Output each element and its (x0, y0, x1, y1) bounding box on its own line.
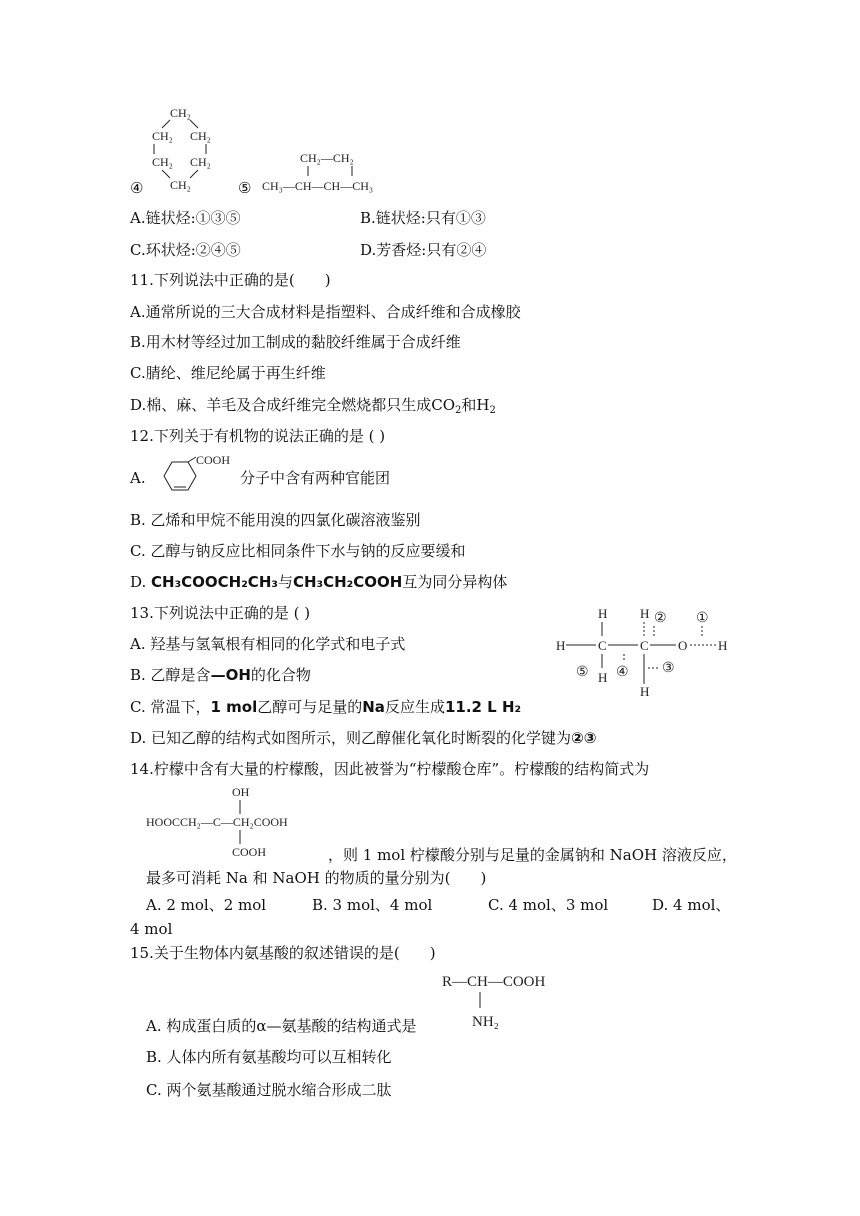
q14-stem: 14.柠檬中含有大量的柠檬酸，因此被誉为“柠檬酸仓库”。柠檬酸的结构简式为 (130, 760, 650, 778)
q13-option-c-text: C. 常温下， (130, 698, 211, 716)
q12-option-d-label: D. (130, 573, 152, 591)
q12-option-d-text: 互为同分异构体 (402, 573, 508, 591)
atom-h: H (556, 638, 566, 653)
q10-option-b: B.链状烃:只有①③ (360, 209, 486, 227)
bond-number-1: ① (696, 611, 709, 626)
atom-c: C (598, 638, 607, 653)
q14-option-d: D. 4 mol、 (652, 896, 731, 914)
sodium: Na (362, 698, 385, 716)
q12-option-d (130, 572, 507, 592)
q10-option-d: D.芳香烃:只有②④ (360, 241, 487, 259)
cooh-label: COOH (232, 845, 267, 859)
q10-option-c: C.环状烃:②④⑤ (130, 241, 241, 259)
q11-option-c: C.腈纶、维尼纶属于再生纤维 (130, 364, 326, 382)
structure-number-4: ④ (130, 179, 144, 197)
q13-option-d-text: D. 已知乙醇的结构式如图所示，则乙醇催化氧化时断裂的化学键为 (130, 729, 572, 747)
q15-stem: 15.关于生物体内氨基酸的叙述错误的是( ) (130, 944, 436, 962)
hydroxyl-group: —OH (210, 666, 251, 684)
citric-acid-structure (146, 784, 346, 864)
subscript: 2 (489, 405, 496, 416)
hydrogen-volume: 11.2 L H₂ (444, 698, 522, 716)
benzoic-acid-structure (152, 452, 242, 498)
q12-option-c: C. 乙醇与钠反应比相同条件下水与钠的反应要缓和 (130, 542, 466, 560)
q13-option-a: A. 羟基与氢氧根有相同的化学式和电子式 (130, 635, 406, 653)
q14-option-a: A. 2 mol、2 mol (146, 896, 267, 914)
amino-acid-main-chain: R—CH—COOH (442, 974, 546, 990)
atom-h: H (718, 638, 728, 653)
q15-option-a: A. 构成蛋白质的α—氨基酸的结构通式是 (146, 1017, 417, 1035)
atom-h: H (598, 606, 608, 621)
cooh-label: COOH (196, 453, 231, 467)
q14-option-b: B. 3 mol、4 mol (312, 896, 433, 914)
oh-label: OH (232, 785, 250, 799)
q11-option-d (130, 395, 496, 421)
struct5-bottom: CH₃—CH—CH—CH₃ (262, 179, 374, 193)
dimethylcyclobutane-structure (262, 148, 402, 198)
bond-answer: ②③ (571, 729, 597, 747)
ch2-label: CH₂ (152, 129, 173, 143)
q13-option-d (130, 728, 596, 748)
q14-option-d-cont: 4 mol (130, 920, 173, 938)
q13-stem: 13.下列说法中正确的是 ( ) (130, 604, 311, 622)
ch2-label: CH₂ (170, 178, 191, 192)
ethanol-structure (556, 604, 736, 700)
q12-stem: 12.下列关于有机物的说法正确的是 ( ) (130, 427, 386, 445)
q13-option-c-text: 乙醇可与足量的 (257, 698, 363, 716)
q11-stem: 11.下列说法中正确的是( ) (130, 271, 331, 289)
q11-option-b: B.用木材等经过加工制成的黏胶纤维属于合成纤维 (130, 333, 461, 351)
q13-option-b-text: B. 乙醇是含 (130, 666, 211, 684)
amount: 1 mol (210, 698, 258, 716)
subscript: 2 (455, 405, 462, 416)
q15-option-c: C. 两个氨基酸通过脱水缩合形成二肽 (146, 1081, 392, 1099)
q13-option-c (130, 697, 521, 717)
cyclohexane-structure (140, 100, 230, 195)
atom-h: H (640, 684, 650, 699)
bond-number-4: ④ (616, 665, 629, 680)
q13-option-c-text: 反应生成 (384, 698, 445, 716)
propanoic-acid-formula: CH₃CH₂COOH (292, 573, 403, 591)
bond-number-2: ② (654, 611, 667, 626)
amino-acid-structure (442, 968, 582, 1034)
citric-main-chain: HOOCCH₂—C—CH₂COOH (146, 815, 288, 829)
bond-number-3: ③ (662, 661, 675, 676)
ethyl-acetate-formula: CH₃COOCH₂CH₃ (151, 573, 278, 591)
atom-h: H (640, 606, 650, 621)
ch2-label: CH₂ (190, 155, 211, 169)
q11-option-a: A.通常所说的三大合成材料是指塑料、合成纤维和合成橡胶 (130, 303, 521, 321)
q11-option-d-text: D.棉、麻、羊毛及合成纤维完全燃烧都只生成CO (130, 396, 456, 414)
q12-option-a-text: 分子中含有两种官能团 (240, 469, 391, 487)
q11-option-d-text: 和H (461, 396, 490, 414)
q14-option-c: C. 4 mol、3 mol (488, 896, 609, 914)
q12-option-d-text: 与 (277, 573, 293, 591)
q13-option-b (130, 665, 311, 685)
ch2-label: CH₂ (190, 129, 211, 143)
q13-option-b-text: 的化合物 (250, 666, 311, 684)
q14-stem-cont: ，则 1 mol 柠檬酸分别与足量的金属钠和 NaOH 溶液反应， (328, 846, 737, 864)
struct5-top: CH₂—CH₂ (300, 151, 354, 165)
structure-number-5: ⑤ (238, 179, 252, 197)
atom-h: H (598, 670, 608, 685)
ch2-label: CH₂ (152, 155, 173, 169)
atom-o: O (678, 638, 688, 653)
nh2-label: NH₂ (472, 1014, 499, 1030)
q12-option-b: B. 乙烯和甲烷不能用溴的四氯化碳溶液鉴别 (130, 511, 421, 529)
q14-stem-cont: 最多可消耗 Na 和 NaOH 的物质的量分别为( ) (146, 869, 487, 887)
ch2-label: CH₂ (170, 106, 191, 120)
bond-number-5: ⑤ (576, 665, 589, 680)
q12-option-a-label: A. (130, 469, 146, 487)
q10-option-a: A.链状烃:①③⑤ (130, 209, 241, 227)
q15-option-b: B. 人体内所有氨基酸均可以互相转化 (146, 1048, 392, 1066)
atom-c: C (640, 638, 649, 653)
